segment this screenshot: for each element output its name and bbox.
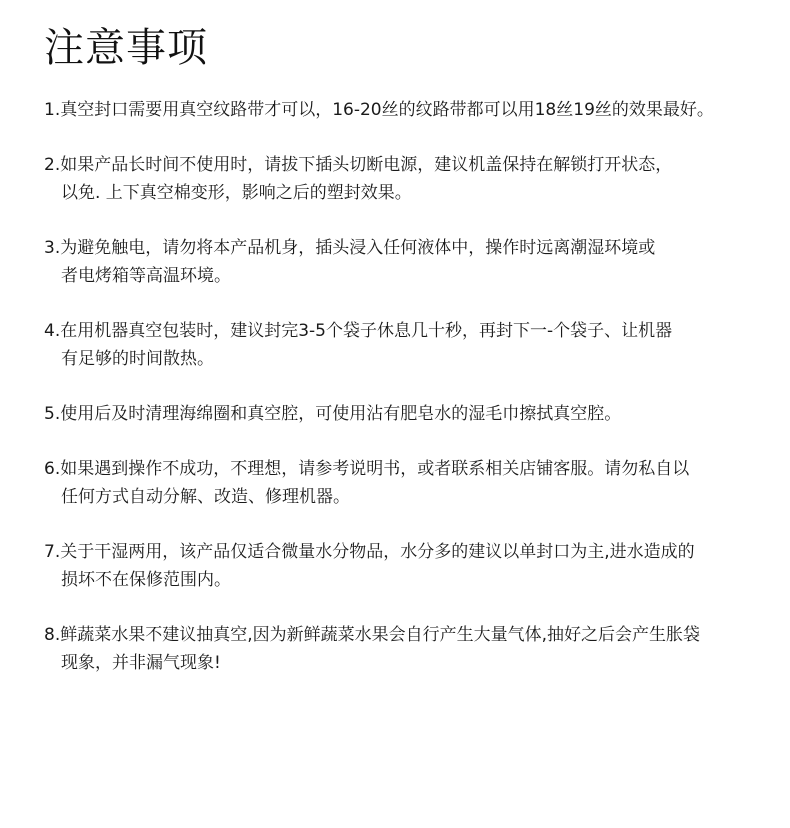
note-line-continued: 现象，并非漏气现象!	[61, 653, 221, 673]
note-item-6	[44, 455, 784, 511]
note-item-3	[44, 234, 784, 290]
notes-list	[44, 96, 784, 704]
note-line-continued: 以免. 上下真空棉变形，影响之后的塑封效果。	[61, 183, 412, 203]
note-item-4	[44, 317, 784, 373]
note-line: 8.鲜蔬菜水果不建议抽真空,因为新鲜蔬菜水果会自行产生大量气体,抽好之后会产生胀袋	[44, 625, 701, 645]
note-line-continued: 损坏不在保修范围内。	[61, 570, 231, 590]
note-line: 7.关于干湿两用，该产品仅适合微量水分物品，水分多的建议以单封口为主,进水造成的	[44, 542, 695, 562]
note-line: 4.在用机器真空包装时，建议封完3-5个袋子休息几十秒，再封下一-个袋子、让机器	[44, 321, 673, 341]
note-line-continued: 有足够的时间散热。	[61, 349, 214, 369]
note-line: 2.如果产品长时间不使用时，请拔下插头切断电源，建议机盖保持在解锁打开状态，	[44, 155, 673, 175]
note-line: 3.为避免触电，请勿将本产品机身，插头浸入任何液体中，操作时远离潮湿环境或	[44, 238, 656, 258]
note-item-8	[44, 621, 784, 677]
note-item-7	[44, 538, 784, 594]
note-line: 1.真空封口需要用真空纹路带才可以，16-20丝的纹路带都可以用18丝19丝的效果最好。	[44, 100, 714, 120]
note-line: 5.使用后及时清理海绵圈和真空腔，可使用沾有肥皂水的湿毛巾擦拭真空腔。	[44, 404, 622, 424]
note-line: 6.如果遇到操作不成功，不理想，请参考说明书，或者联系相关店铺客服。请勿私自以	[44, 459, 690, 479]
note-line-continued: 任何方式自动分解、改造、修理机器。	[61, 487, 350, 507]
note-item-2	[44, 151, 784, 207]
note-item-1	[44, 96, 784, 124]
page-title: 注意事项	[44, 25, 208, 71]
note-item-5	[44, 400, 784, 428]
note-line-continued: 者电烤箱等高温环境。	[61, 266, 231, 286]
